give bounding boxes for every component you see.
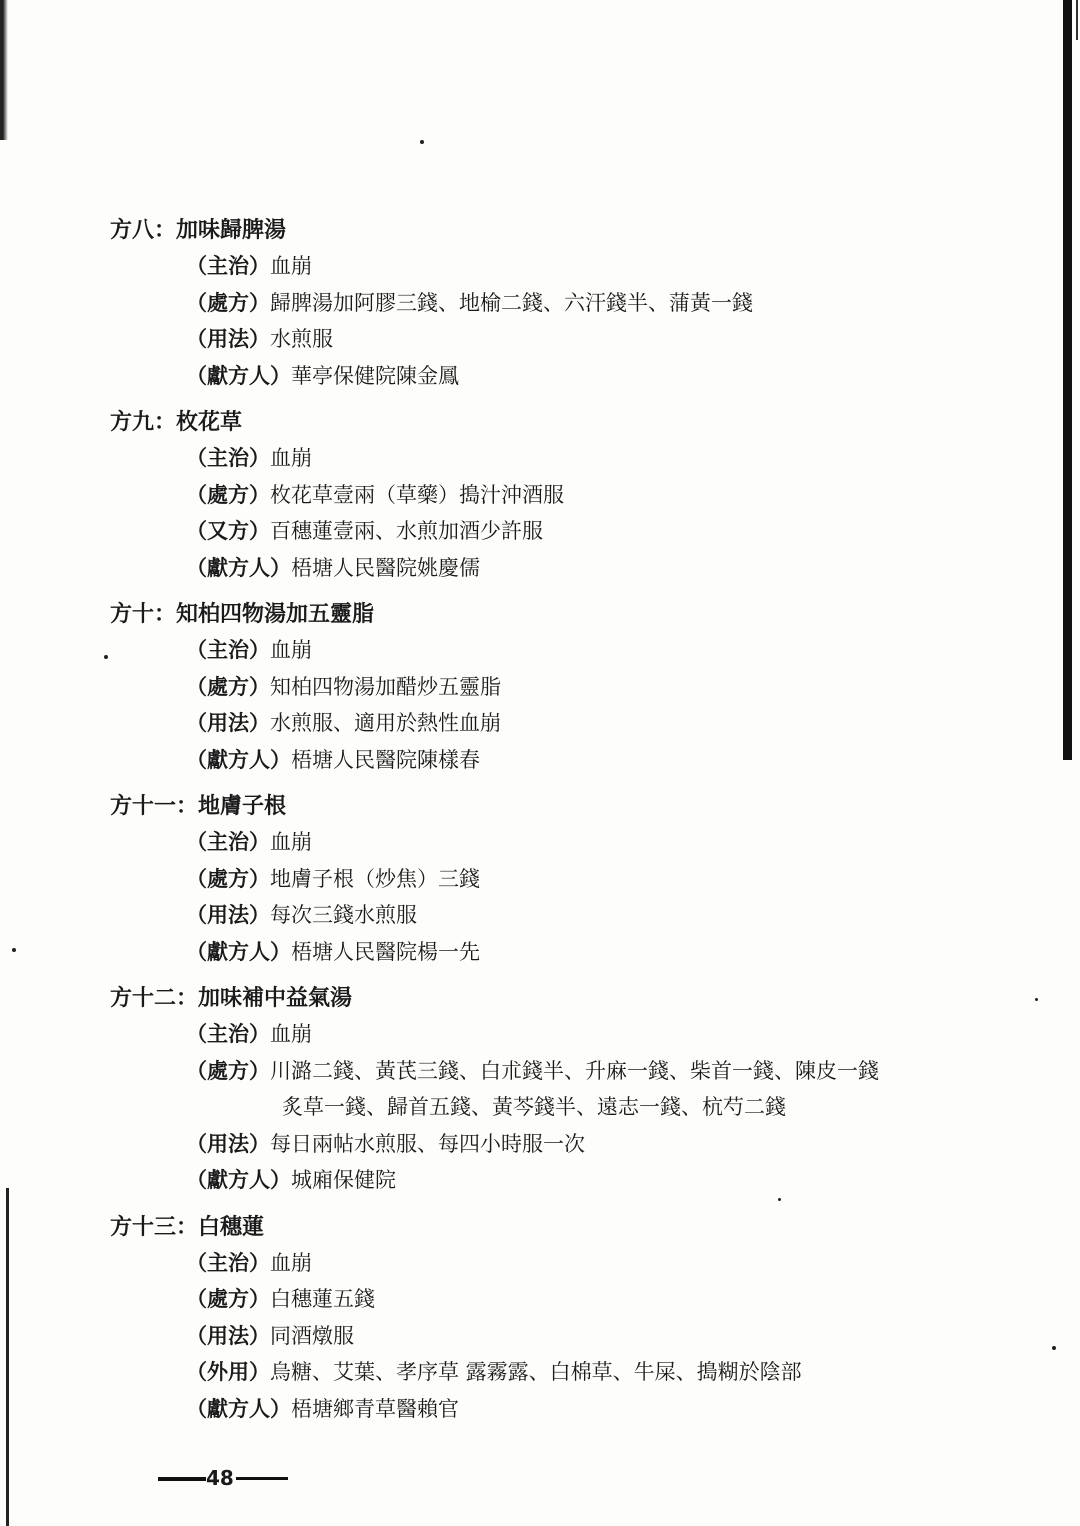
formula-field [110, 248, 1050, 285]
field-label: （主治） [186, 637, 270, 662]
formula-title: 方十：知柏四物湯加五靈脂 [110, 601, 375, 627]
formula-block [110, 1209, 1050, 1428]
formula-title: 方九：枚花草 [110, 409, 243, 435]
field-label: （主治） [186, 829, 270, 854]
field-text: 水煎服、適用於熱性血崩 [270, 711, 501, 735]
field-text: 烏糖、艾葉、孝序草 露霧露、白棉草、牛屎、搗糊於陰部 [270, 1360, 802, 1384]
formula-field [110, 1391, 1050, 1428]
field-text: 歸脾湯加阿膠三錢、地榆二錢、六汗錢半、蒲黃一錢 [270, 290, 753, 315]
field-text: 血崩 [270, 1250, 312, 1275]
scan-edge-left [0, 0, 8, 140]
formula-field [110, 321, 1050, 358]
scan-speck [1052, 1346, 1056, 1350]
field-label: （獻方人） [186, 362, 291, 388]
field-text: 百穗蓮壹兩、水煎加酒少許服 [270, 519, 543, 543]
field-text: 血崩 [270, 1022, 312, 1046]
field-text: 梧塘人民醫院姚慶儒 [291, 555, 480, 580]
formula-field [110, 669, 1050, 706]
footer-rule-right [236, 1477, 288, 1480]
field-text: 血崩 [270, 830, 312, 854]
field-label: （又方） [186, 518, 270, 543]
page-number: 48 [206, 1466, 234, 1490]
footer-rule-left [158, 1477, 206, 1481]
field-label: （獻方人） [186, 938, 291, 964]
field-label: （處方） [186, 865, 270, 891]
field-text: 每次三錢水煎服 [270, 903, 417, 927]
field-text: 血崩 [270, 254, 312, 278]
formula-field [110, 861, 1050, 898]
formula-title: 方十一：地膚子根 [110, 793, 287, 819]
formula-block [110, 980, 1050, 1199]
formula-title: 方八：加味歸脾湯 [110, 217, 287, 243]
field-text: 同酒燉服 [270, 1323, 354, 1348]
formula-block [110, 788, 1050, 970]
field-text: 枚花草壹兩（草藥）搗汁沖酒服 [270, 482, 564, 507]
field-label: （主治） [186, 1021, 270, 1046]
scan-edge-right-thin [1076, 0, 1078, 40]
field-label: （處方） [186, 481, 270, 507]
field-text: 城廂保健院 [291, 1168, 396, 1192]
field-label: （用法） [186, 1130, 270, 1156]
formula-field [110, 897, 1050, 934]
field-label: （用法） [186, 326, 270, 351]
scan-edge-left-bottom [6, 1188, 9, 1526]
formula-field [110, 1053, 1050, 1126]
formula-field [110, 1281, 1050, 1318]
formula-field [110, 824, 1050, 861]
formula-field [110, 358, 1050, 395]
formula-field [110, 513, 1050, 550]
field-text: 梧塘鄉青草醫賴官 [291, 1396, 459, 1421]
field-label: （用法） [186, 1322, 270, 1348]
formula-title: 方十三：白穗蓮 [110, 1213, 265, 1240]
field-text: 梧塘人民醫院陳樣春 [291, 747, 480, 772]
field-text: 血崩 [270, 446, 312, 470]
field-text: 血崩 [270, 638, 312, 662]
formula-title: 方十二：加味補中益氣湯 [110, 985, 353, 1011]
field-text: 華亭保健院陳金鳳 [291, 363, 459, 388]
formula-field [110, 440, 1050, 477]
page-footer [158, 1466, 288, 1490]
field-text: 川潞二錢、黃芪三錢、白朮錢半、升麻一錢、柴首一錢、陳皮一錢 [270, 1058, 879, 1083]
field-label: （用法） [186, 710, 270, 735]
scan-edge-right [1063, 0, 1072, 760]
formula-field [110, 934, 1050, 971]
formula-list [110, 212, 1050, 1437]
formula-field [110, 1126, 1050, 1163]
scan-speck [420, 140, 424, 144]
field-label: （獻方人） [186, 746, 291, 772]
field-label: （主治） [186, 253, 270, 278]
field-label: （處方） [186, 1286, 270, 1311]
scan-speck [12, 948, 16, 952]
field-label: （用法） [186, 902, 270, 927]
formula-field [110, 742, 1050, 779]
field-label: （獻方人） [186, 554, 291, 580]
formula-block [110, 404, 1050, 586]
formula-field [110, 1354, 1050, 1391]
scan-speck [104, 655, 108, 659]
field-text: 白穗蓮五錢 [270, 1287, 375, 1311]
field-text: 水煎服 [270, 327, 333, 351]
formula-field [110, 477, 1050, 514]
field-text: 地膚子根（炒焦）三錢 [270, 866, 480, 891]
formula-block [110, 212, 1050, 394]
formula-block [110, 596, 1050, 778]
field-label: （處方） [186, 1057, 270, 1083]
field-label: （處方） [186, 289, 270, 315]
field-label: （主治） [186, 445, 270, 470]
field-label: （外用） [186, 1359, 270, 1384]
field-label: （獻方人） [186, 1395, 291, 1421]
field-label: （主治） [186, 1249, 270, 1275]
field-text: 梧塘人民醫院楊一先 [291, 939, 480, 964]
formula-field [110, 1016, 1050, 1053]
formula-field [110, 550, 1050, 587]
formula-field [110, 705, 1050, 742]
formula-field [110, 1162, 1050, 1199]
field-label: （獻方人） [186, 1167, 291, 1192]
formula-field [110, 632, 1050, 669]
field-text: 知柏四物湯加醋炒五靈脂 [270, 674, 501, 699]
formula-field [110, 1318, 1050, 1355]
field-text-continuation: 炙草一錢、歸首五錢、黃芩錢半、遠志一錢、杭芍二錢 [282, 1095, 786, 1119]
formula-field [110, 1245, 1050, 1282]
field-text: 每日兩帖水煎服、每四小時服一次 [270, 1131, 585, 1156]
field-label: （處方） [186, 673, 270, 699]
formula-field [110, 285, 1050, 322]
